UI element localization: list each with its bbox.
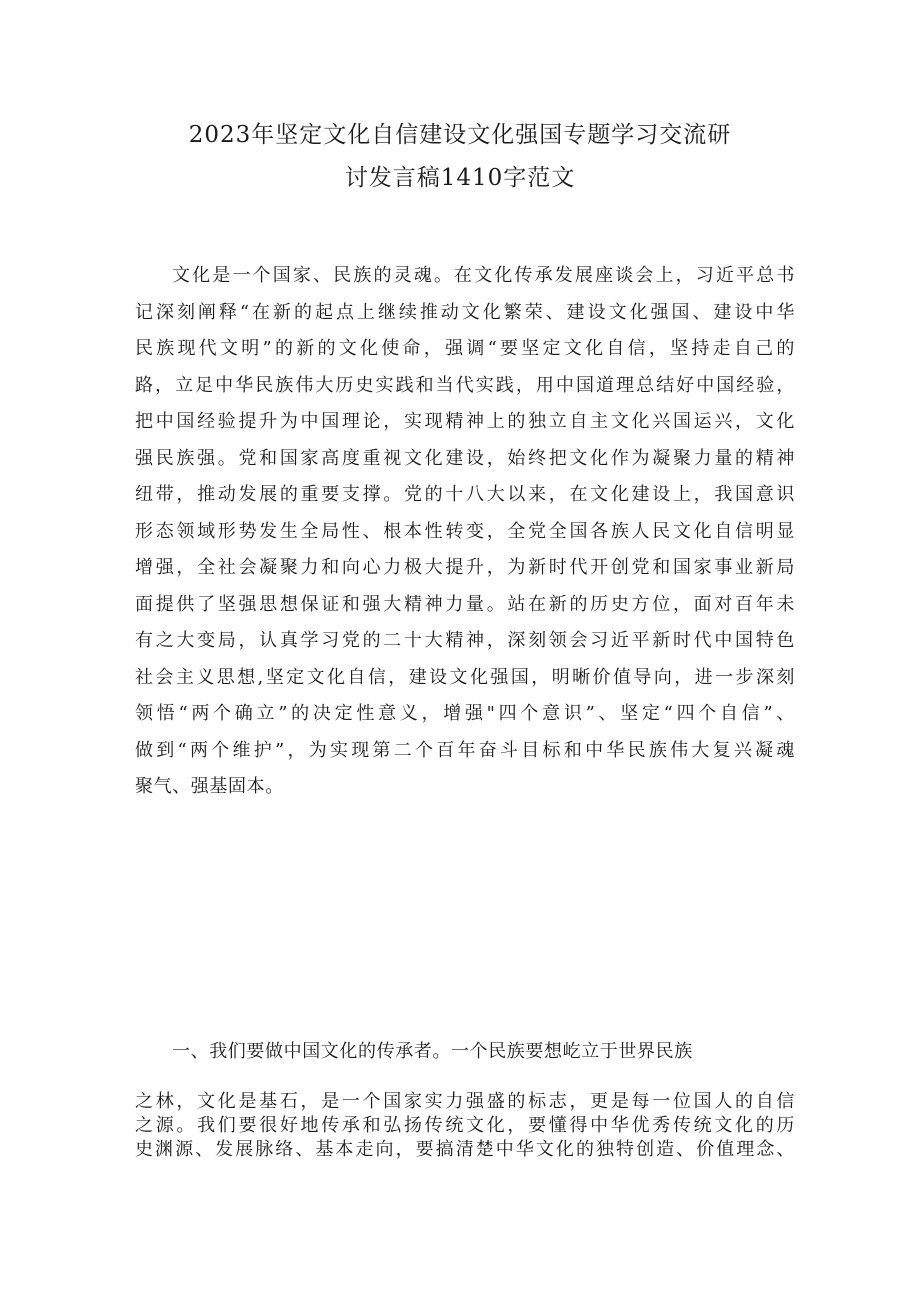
paragraph-line: 社会主义思想,坚定文化自信，建设文化强国，明晰价值导向，进一步深刻 xyxy=(135,666,795,688)
document-title-line-2: 讨发言稿1410字范文 xyxy=(344,165,576,191)
intro-paragraph xyxy=(135,258,795,806)
paragraph-line: 领悟“两个确立”的决定性意义，增强"四个意识”、坚定“四个自信”、 xyxy=(135,703,795,724)
paragraph-line: 做到“两个维护”，为实现第二个百年奋斗目标和中华民族伟大复兴凝魂 xyxy=(135,739,795,761)
paragraph-line: 史渊源、发展脉络、基本走向，要搞清楚中华文化的独特创造、价值理念、 xyxy=(135,1139,795,1160)
paragraph-line: 文化是一个国家、民族的灵魂。在文化传承发展座谈会上，习近平总书 xyxy=(172,265,795,286)
paragraph-line: 面提供了坚强思想保证和强大精神力量。站在新的历史方位，面对百年未 xyxy=(135,593,795,615)
paragraph-line: 形态领域形势发生全局性、根本性转变，全党全国各族人民文化自信明显 xyxy=(135,520,795,542)
paragraph-line: 聚气、强基固本。 xyxy=(135,776,284,797)
paragraph-line: 把中国经验提升为中国理论，实现精神上的独立自主文化兴国运兴，文化 xyxy=(135,411,795,432)
paragraph-line: 之林，文化是基石，是一个国家实力强盛的标志，更是每一位国人的自信 xyxy=(135,1091,795,1112)
paragraph-line: 记深刻阐释“在新的起点上继续推动文化繁荣、建设文化强国、建设中华 xyxy=(135,301,795,323)
paragraph-line: 有之大变局，认真学习党的二十大精神，深刻领会习近平新时代中国特色 xyxy=(135,630,795,651)
section-1-heading-block xyxy=(135,1039,795,1079)
paragraph-line: 路，立足中华民族伟大历史实践和当代实践，用中国道理总结好中国经验， xyxy=(135,374,795,396)
section-1-heading: 一、我们要做中国文化的传承者。一个民族要想屹立于世界民族 xyxy=(172,1041,693,1062)
paragraph-line: 之源。我们要很好地传承和弘扬传统文化，要懂得中华优秀传统文化的历 xyxy=(135,1115,795,1136)
paragraph-line: 增强，全社会凝聚力和向心力极大提升，为新时代开创党和国家事业新局 xyxy=(135,557,795,578)
document-title-line-1: 2023年坚定文化自信建设文化强国专题学习交流研 xyxy=(188,122,732,148)
paragraph-line: 民族现代文明”的新的文化使命，强调“要坚定文化自信，坚持走自己的 xyxy=(135,338,795,359)
section-1-paragraph xyxy=(135,1090,795,1162)
paragraph-line: 纽带，推动发展的重要支撑。党的十八大以来，在文化建设上，我国意识 xyxy=(135,484,795,505)
paragraph-line: 强民族强。党和国家高度重视文化建设，始终把文化作为凝聚力量的精神 xyxy=(135,447,795,469)
